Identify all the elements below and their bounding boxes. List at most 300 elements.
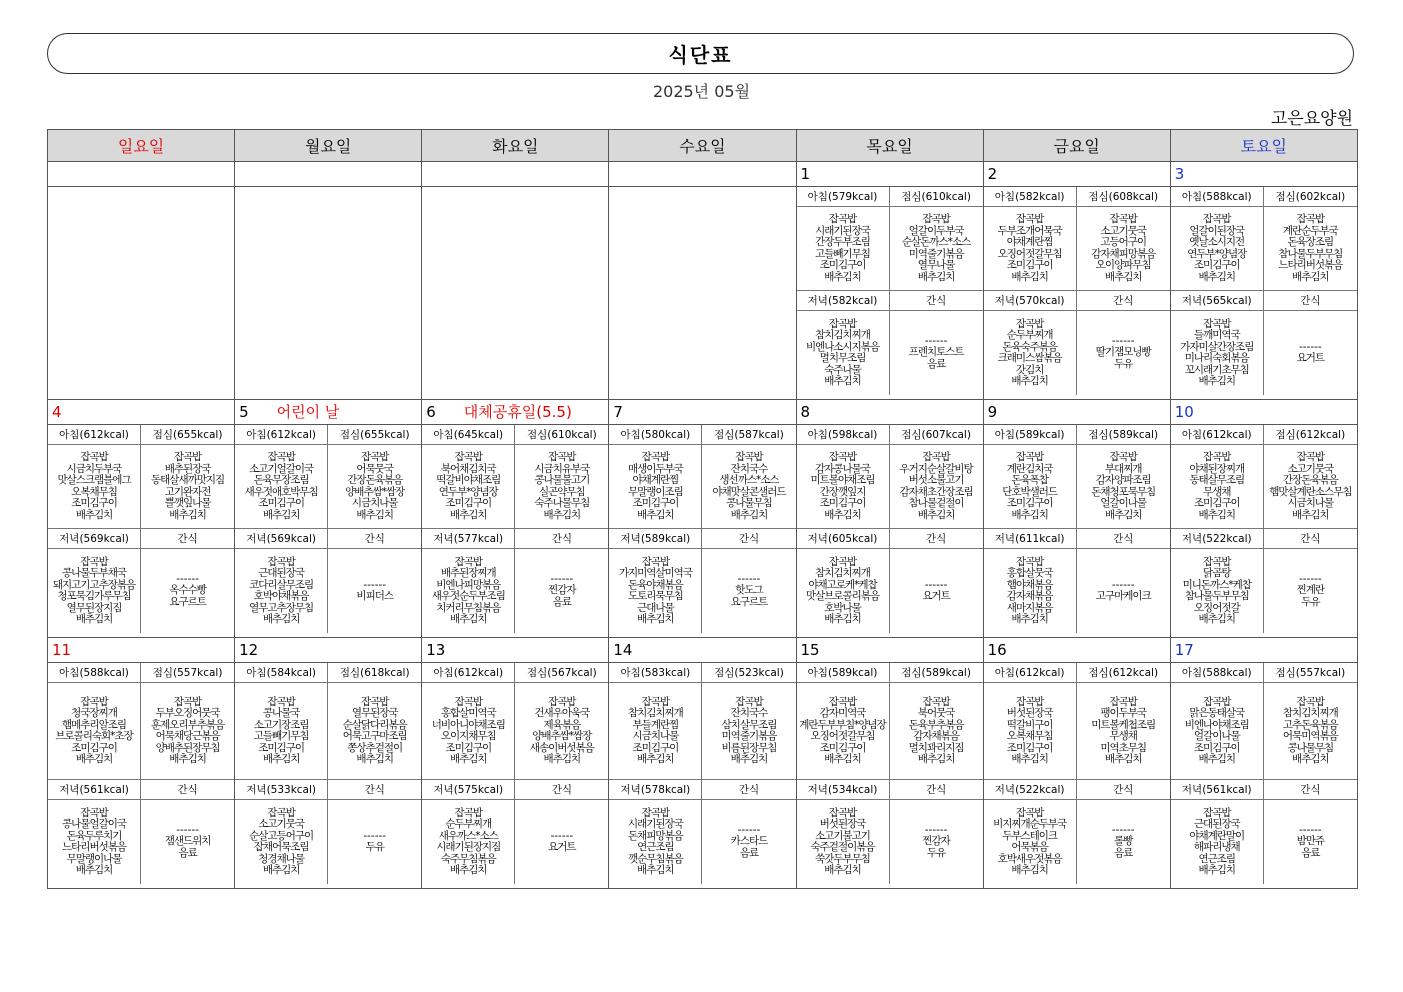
menu-item: 무말랭이나물	[66, 852, 122, 865]
lunch-menu	[515, 445, 608, 529]
breakfast-label: 아침(612kcal)	[48, 425, 141, 445]
menu-item: 햄메추리알조림	[62, 718, 127, 731]
menu-item: 감자채피망볶음	[1091, 247, 1156, 260]
menu-item: 소고기뭇국	[1287, 462, 1334, 475]
meal-grid	[422, 425, 608, 633]
lunch-menu	[890, 207, 983, 291]
menu-item: 잡곡밥	[922, 451, 950, 463]
breakfast-label: 아침(589kcal)	[797, 663, 890, 683]
menu-item: 찐감자	[548, 584, 576, 597]
menu-item: 양배추쌈*쌈장	[345, 485, 405, 498]
meal-grid	[797, 187, 983, 395]
menu-item: 옥수수빵	[169, 584, 206, 597]
menu-item: 잡곡밥	[454, 806, 482, 819]
day-number-text: 9	[987, 403, 998, 421]
menu-item: 배추김치	[262, 864, 300, 876]
breakfast-label: 아침(612kcal)	[984, 663, 1077, 683]
menu-item: ------	[924, 334, 948, 347]
snack-menu	[328, 800, 421, 884]
snack-label: 간식	[515, 529, 608, 549]
menu-item: 잡곡밥	[1015, 317, 1044, 330]
menu-item: 두유	[926, 846, 946, 859]
menu-item: 롤빵	[1114, 835, 1133, 848]
lunch-menu	[515, 683, 608, 780]
day-cell	[796, 162, 983, 400]
menu-item: 배추된장국	[164, 462, 211, 475]
meal-grid	[48, 425, 234, 633]
snack-label: 간식	[1077, 291, 1170, 311]
menu-item: 감자채볶음	[913, 730, 959, 742]
lunch-label: 점심(589kcal)	[1077, 425, 1170, 445]
snack-menu	[702, 549, 795, 633]
menu-item: 배추김치	[1198, 508, 1236, 521]
menu-item: 배추김치	[449, 613, 487, 625]
menu-item: 잡곡밥	[641, 695, 670, 708]
lunch-menu	[1077, 683, 1170, 780]
menu-item: 배추김치	[824, 270, 861, 283]
menu-item: 배추김치	[1011, 753, 1048, 765]
lunch-menu	[890, 683, 983, 780]
menu-item: 얼갈이나물	[1193, 730, 1240, 742]
menu-item: 배추김치	[824, 508, 861, 521]
lunch-label: 점심(523kcal)	[702, 663, 795, 683]
menu-item: 맑은동태살국	[1189, 707, 1245, 719]
menu-item: 야채계란말이	[1189, 829, 1245, 842]
menu-item: 배추김치	[449, 864, 487, 876]
dinner-label: 저녁(569kcal)	[235, 529, 328, 549]
lunch-label: 점심(587kcal)	[702, 425, 795, 445]
menu-item: 계란순두부국	[1282, 224, 1338, 237]
day-number-text: 17	[1174, 641, 1194, 659]
menu-item: 돈육야채볶음	[627, 578, 683, 591]
menu-item: 오복채무침	[71, 485, 117, 498]
breakfast-label: 아침(612kcal)	[1171, 425, 1264, 445]
menu-item: 조미김구이	[819, 259, 866, 271]
lunch-label: 점심(557kcal)	[1264, 663, 1357, 683]
menu-item: 비엔나야채조림	[1184, 718, 1249, 731]
menu-item: 잡곡밥	[173, 451, 202, 463]
menu-item: 음료	[739, 846, 759, 859]
dinner-menu	[797, 311, 890, 395]
menu-item: 배추김치	[75, 613, 113, 625]
weekday-header: 금요일	[983, 130, 1170, 162]
menu-item: 소고기뭇국	[258, 818, 304, 830]
menu-item: 청국장찌개	[71, 707, 117, 719]
menu-item: 미나리숙회볶음	[1184, 352, 1249, 364]
snack-menu	[1077, 800, 1170, 884]
menu-item: 배추김치	[169, 753, 206, 765]
holiday-label: 대체공휴일(5.5)	[463, 403, 572, 421]
menu-item: 잡곡밥	[548, 695, 576, 708]
menu-item: 어묵뭇국	[356, 462, 393, 475]
lunch-menu	[1264, 207, 1357, 291]
menu-item: 잡곡밥	[641, 451, 670, 463]
snack-menu	[141, 549, 234, 633]
menu-item: 북어채김치국	[440, 462, 496, 475]
menu-item: 배추된장찌개	[440, 567, 496, 579]
menu-item: 잡곡밥	[735, 451, 763, 463]
breakfast-menu	[235, 683, 328, 780]
menu-item: 음료	[178, 846, 197, 859]
day-number-text: 11	[52, 641, 72, 659]
snack-label: 간식	[141, 529, 234, 549]
menu-item: 참나물두부무침	[1184, 590, 1249, 602]
day-number-text: 5	[239, 403, 249, 421]
menu-item: 미트볼케첩조림	[1091, 718, 1156, 731]
menu-item: 깻순무침볶음	[627, 852, 683, 865]
meal-grid	[609, 425, 795, 633]
dinner-menu	[984, 800, 1077, 884]
menu-item: 잼샌드위치	[164, 835, 211, 848]
menu-item: 잡곡밥	[641, 806, 670, 819]
menu-item: 감자미역국	[819, 707, 866, 719]
breakfast-label: 아침(645kcal)	[422, 425, 515, 445]
menu-item: 얼갈이두부국	[908, 224, 964, 237]
dinner-label: 저녁(577kcal)	[422, 529, 515, 549]
menu-item: 새우까스*소스	[438, 829, 498, 842]
menu-item: 잡곡밥	[1015, 555, 1044, 568]
week-row	[48, 638, 1358, 889]
snack-label: 간식	[1264, 780, 1357, 800]
menu-item: 근대된장국	[258, 567, 304, 579]
menu-item: 비지찌개순두부국	[993, 818, 1067, 830]
day-cell	[983, 162, 1170, 400]
menu-item: 어묵볶음	[1011, 841, 1048, 853]
day-number	[235, 638, 421, 663]
menu-item: 치커리무침볶음	[436, 601, 501, 614]
menu-item: 시금치나물	[1287, 497, 1334, 509]
breakfast-menu	[984, 683, 1077, 780]
menu-item: 오징어젓갈무침	[997, 247, 1062, 260]
menu-item: 잡곡밥	[1296, 451, 1325, 463]
day-number	[797, 162, 983, 187]
menu-item: 잡곡밥	[360, 695, 389, 708]
menu-item: 들깨미역국	[1193, 329, 1240, 341]
menu-item: 참나물겉절이	[908, 497, 964, 509]
snack-menu	[702, 800, 795, 884]
menu-item: 브로콜리숙회*초장	[55, 730, 133, 742]
menu-item: 돈채피망볶음	[627, 829, 683, 842]
menu-item: 쫑상추겉절이	[347, 741, 403, 754]
day-cell	[1170, 400, 1357, 638]
breakfast-menu	[1171, 207, 1264, 291]
lunch-menu	[702, 445, 795, 529]
menu-item: 돈채청포묵무침	[1091, 485, 1156, 498]
menu-item: 햄맛살계란소스무침	[1269, 485, 1352, 498]
menu-item: ------	[176, 823, 199, 836]
menu-item: 부들계란찜	[632, 718, 679, 731]
menu-item: 두유	[1114, 357, 1133, 370]
menu-item: 해파리냉채	[1193, 841, 1240, 853]
menu-item: 콩나물국	[262, 707, 300, 719]
menu-item: 감자콩나물국	[815, 462, 870, 475]
snack-menu	[141, 800, 234, 884]
meal-grid	[235, 663, 421, 884]
menu-item: 크래미스쌈볶음	[997, 352, 1062, 364]
lunch-label: 점심(655kcal)	[141, 425, 234, 445]
menu-item: 요구르트	[730, 595, 768, 608]
menu-item: 잡곡밥	[267, 806, 295, 819]
menu-item: 두부조개어묵국	[997, 224, 1062, 237]
day-cell	[422, 400, 609, 638]
meal-grid	[609, 663, 795, 884]
menu-item: 야채고로케*케찹	[808, 578, 877, 591]
menu-item: 소고기장조림	[253, 718, 309, 731]
lunch-menu	[141, 445, 234, 529]
dinner-label: 저녁(569kcal)	[48, 529, 141, 549]
day-number-text: 1	[800, 165, 811, 183]
menu-item: 숙주무침볶음	[440, 852, 496, 865]
day-number	[1171, 400, 1357, 425]
menu-item: 무말랭이조림	[627, 485, 683, 498]
menu-item: 떡갈비야채조림	[436, 474, 501, 486]
page-title: 식단표	[47, 33, 1354, 74]
menu-item: 잡곡밥	[828, 451, 857, 463]
breakfast-menu	[235, 445, 328, 529]
menu-item: 야채맛살콘샐러드	[712, 485, 786, 498]
lunch-label: 점심(557kcal)	[141, 663, 234, 683]
menu-item: 열무나물	[917, 259, 955, 271]
day-cell	[796, 638, 983, 889]
dinner-menu	[984, 549, 1077, 633]
dinner-menu	[797, 800, 890, 884]
menu-item: 콩나물얼갈이국	[62, 818, 127, 830]
lunch-menu	[702, 683, 795, 780]
snack-label: 간식	[702, 529, 795, 549]
menu-item: 배추김치	[543, 508, 581, 521]
menu-item: 잡곡밥	[1109, 695, 1137, 708]
menu-item: 콩나물두부채국	[62, 567, 127, 579]
dinner-menu	[797, 549, 890, 633]
lunch-label: 점심(612kcal)	[1077, 663, 1170, 683]
weekday-header: 수요일	[609, 130, 796, 162]
day-cell	[1170, 638, 1357, 889]
breakfast-label: 아침(612kcal)	[235, 425, 328, 445]
menu-item: 잡곡밥	[1015, 806, 1044, 819]
menu-item: ------	[363, 829, 387, 842]
menu-item: 가지미역살미역국	[618, 567, 692, 579]
menu-item: 건새우아욱국	[534, 707, 590, 719]
menu-item: 찐감자	[922, 835, 950, 848]
menu-item: 조미김구이	[632, 741, 679, 754]
menu-item: 두유	[1301, 595, 1320, 608]
menu-item: 순두부찌개	[1006, 329, 1053, 341]
menu-item: 열무고추장무침	[249, 601, 314, 614]
menu-item: 배추김치	[356, 508, 393, 521]
week-row	[48, 162, 1358, 400]
dinner-label: 저녁(570kcal)	[984, 291, 1077, 311]
menu-item: 시래기된장지짐	[436, 841, 501, 853]
menu-item: 잡곡밥	[454, 451, 482, 463]
day-cell	[235, 400, 422, 638]
snack-label: 간식	[1264, 529, 1357, 549]
day-number	[609, 162, 795, 187]
snack-menu	[890, 311, 983, 395]
menu-item: 잡곡밥	[80, 451, 108, 463]
menu-item: 너비아니야채조림	[431, 718, 505, 731]
day-number-text: 2	[987, 165, 998, 183]
day-cell	[422, 638, 609, 889]
snack-label: 간식	[1077, 780, 1170, 800]
menu-item: 잡곡밥	[454, 555, 482, 568]
menu-item: 동태살새까맛지짐	[151, 474, 225, 486]
menu-item: 얼갈이된장국	[1189, 224, 1245, 237]
menu-item: 참치김치찌개	[815, 329, 870, 341]
breakfast-label: 아침(584kcal)	[235, 663, 328, 683]
menu-item: 밤만쥬	[1296, 835, 1325, 848]
menu-item: 얼갈이나물	[1100, 497, 1147, 509]
menu-item: 조미김구이	[632, 497, 679, 509]
menu-item: 배추김치	[75, 864, 113, 876]
weekday-header-row	[48, 130, 1358, 162]
menu-item: 배추김치	[1104, 270, 1142, 283]
menu-item: 미역초무침	[1100, 741, 1147, 754]
menu-item: 감자채볶음	[1006, 590, 1053, 602]
week-row	[48, 400, 1358, 638]
menu-item: 잡곡밥	[1203, 317, 1231, 330]
menu-item: 배추김치	[1011, 375, 1048, 387]
day-cell	[796, 400, 983, 638]
lunch-menu	[1077, 207, 1170, 291]
menu-item: 시래기된장국	[815, 224, 870, 237]
menu-item: 소고기얼갈이국	[249, 462, 314, 475]
breakfast-menu	[48, 445, 141, 529]
menu-item: 잡곡밥	[1296, 213, 1325, 225]
menu-item: 버섯된장국	[1006, 707, 1053, 719]
menu-item: 잡곡밥	[1015, 695, 1044, 708]
menu-item: 연근조림	[637, 841, 674, 853]
snack-label: 간식	[1264, 291, 1357, 311]
menu-item: ------	[550, 572, 574, 585]
menu-item: ------	[737, 823, 761, 836]
menu-item: 돈육무장조림	[253, 474, 309, 486]
dinner-label: 저녁(522kcal)	[1171, 529, 1264, 549]
menu-item: 배추김치	[169, 508, 206, 521]
menu-item: 음료	[1114, 846, 1133, 859]
breakfast-label: 아침(588kcal)	[1171, 187, 1264, 207]
dinner-label: 저녁(589kcal)	[609, 529, 702, 549]
snack-menu	[515, 549, 608, 633]
breakfast-label: 아침(579kcal)	[797, 187, 890, 207]
menu-item: 잡곡밥	[454, 695, 482, 708]
day-cell	[983, 400, 1170, 638]
dinner-label: 저녁(575kcal)	[422, 780, 515, 800]
lunch-label: 점심(589kcal)	[890, 663, 983, 683]
menu-item: 잡곡밥	[828, 317, 857, 330]
dinner-menu	[1171, 800, 1264, 884]
menu-item: 생선까스*소스	[719, 474, 779, 486]
day-number	[422, 400, 608, 425]
day-number	[797, 638, 983, 663]
menu-item: 배추김치	[637, 753, 674, 765]
breakfast-menu	[797, 207, 890, 291]
meal-grid	[984, 663, 1170, 884]
menu-item: 실곤약무침	[538, 485, 585, 498]
menu-item: 순살돈까스*소스	[901, 236, 971, 248]
menu-item: 열무된장국	[351, 707, 398, 719]
menu-item: 배추김치	[917, 270, 955, 283]
breakfast-label: 아침(588kcal)	[48, 663, 141, 683]
menu-item: 참나물두부무침	[1278, 247, 1343, 260]
menu-item: 배추김치	[1198, 753, 1236, 765]
menu-item: 연두부*양념장	[1187, 247, 1247, 260]
menu-item: 배추김치	[637, 508, 674, 521]
menu-item: 비름된장무침	[721, 741, 777, 754]
menu-item: 갓김치	[1015, 363, 1044, 376]
menu-item: 배추김치	[1198, 613, 1236, 625]
day-number-text: 13	[426, 641, 446, 659]
menu-item: 잡곡밥	[80, 555, 108, 568]
day-number	[1171, 638, 1357, 663]
menu-item: 잡곡밥	[735, 695, 763, 708]
dinner-label: 저녁(605kcal)	[797, 529, 890, 549]
menu-item: 시금치유부국	[534, 462, 590, 475]
menu-item: 돈육폭찹	[1011, 474, 1048, 486]
meal-grid	[797, 663, 983, 884]
menu-item: 버섯소불고기	[908, 474, 964, 486]
menu-item: 조미김구이	[445, 497, 492, 509]
menu-item: 돈육장조림	[1287, 236, 1334, 248]
menu-item: 쁠깻잎나물	[164, 497, 211, 509]
menu-item: 배추김치	[824, 375, 861, 387]
menu-item: 조미김구이	[1006, 259, 1053, 271]
lunch-label: 점심(610kcal)	[890, 187, 983, 207]
menu-item: 소고기불고기	[815, 829, 870, 842]
menu-item: 간장두부조림	[815, 236, 870, 248]
menu-item: 두부스테이크	[1002, 829, 1058, 842]
menu-item: 비엔나소시지볶음	[805, 340, 880, 353]
day-cell	[235, 638, 422, 889]
menu-item: 잡곡밥	[1203, 695, 1231, 708]
snack-menu	[890, 800, 983, 884]
menu-item: 맛살브로콜리볶음	[805, 590, 880, 602]
menu-item: 시금치나물	[351, 497, 398, 509]
menu-item: 닭곰탕	[1203, 567, 1231, 579]
breakfast-menu	[422, 683, 515, 780]
dinner-label: 저녁(578kcal)	[609, 780, 702, 800]
snack-label: 간식	[890, 529, 983, 549]
menu-item: 옛날소시지전	[1189, 236, 1245, 248]
menu-item: 잡곡밥	[828, 555, 857, 568]
menu-item: 무생채	[1109, 730, 1137, 742]
menu-item: 요거트	[922, 590, 950, 602]
menu-item: 양배추된장무침	[155, 741, 220, 754]
menu-item: 배추김치	[637, 613, 674, 625]
day-number	[48, 162, 234, 187]
snack-menu	[890, 549, 983, 633]
menu-item: 고들빼기무침	[253, 730, 309, 742]
menu-item: 근대나물	[637, 601, 674, 614]
menu-item: 잡곡밥	[1203, 451, 1231, 463]
menu-item: 배추김치	[637, 864, 674, 876]
menu-item: 잡곡밥	[922, 213, 950, 225]
meal-grid	[1171, 187, 1357, 395]
menu-item: 조미김구이	[1193, 259, 1240, 271]
dinner-menu	[984, 311, 1077, 395]
menu-item: 두유	[365, 841, 384, 853]
menu-item: ------	[924, 823, 948, 836]
dinner-menu	[1171, 549, 1264, 633]
day-number-text: 6	[426, 403, 436, 421]
menu-item: 배추김치	[75, 753, 113, 765]
lunch-label: 점심(608kcal)	[1077, 187, 1170, 207]
day-number-text: 16	[987, 641, 1007, 659]
menu-item: 잡곡밥	[1203, 213, 1231, 225]
snack-label: 간식	[141, 780, 234, 800]
menu-item: 새송이버섯볶음	[529, 741, 594, 754]
menu-item: 청경채나물	[258, 852, 304, 865]
day-number-text: 8	[800, 403, 811, 421]
